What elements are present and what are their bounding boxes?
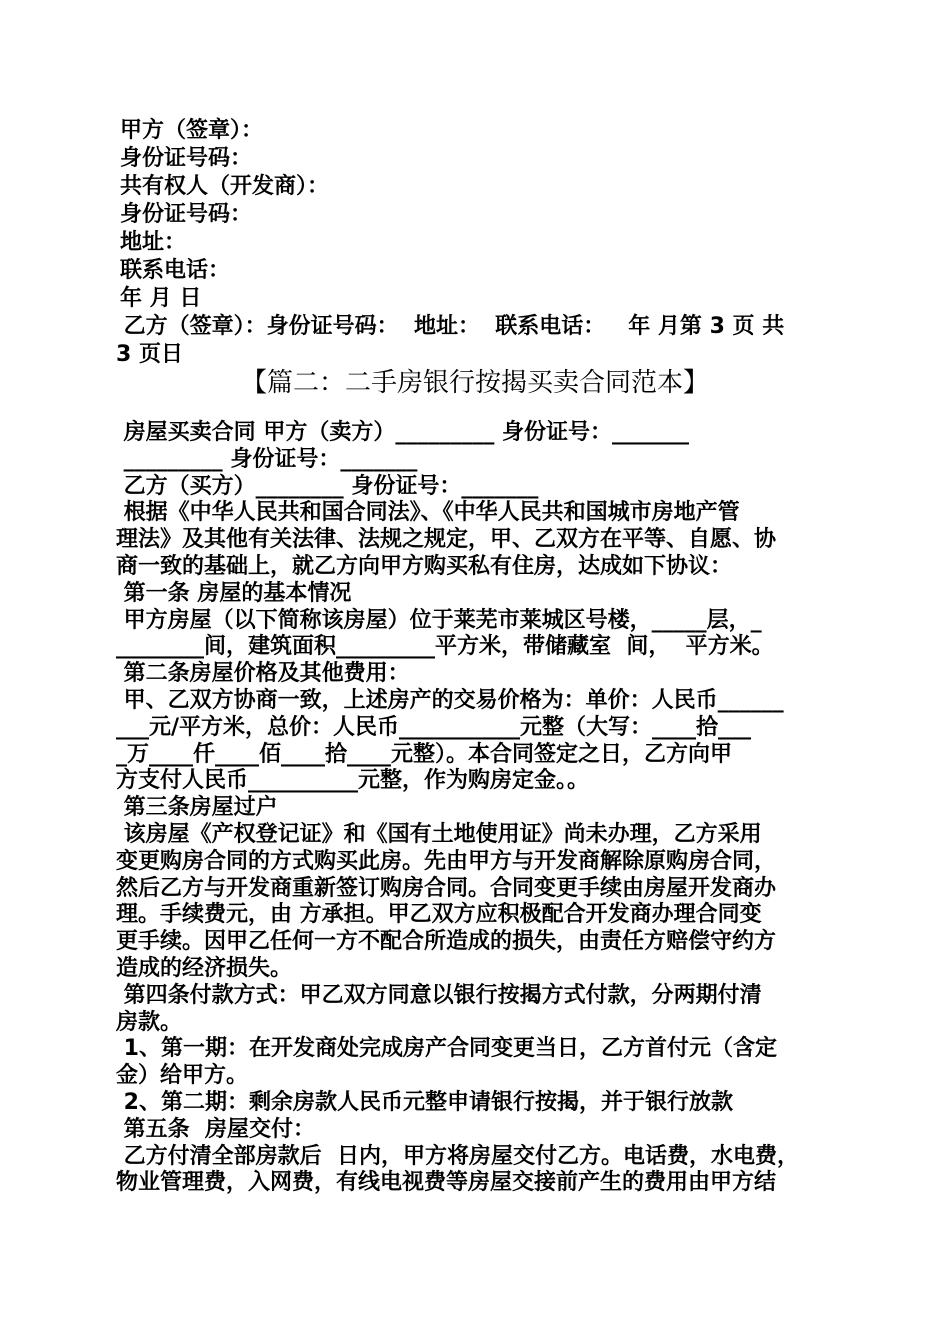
contract-line: 房屋买卖合同 甲方（卖方）_________ 身份证号：_______ [116, 420, 689, 445]
contract-line: 第二条房屋价格及其他费用： [116, 661, 410, 687]
contract-line: 造成的经济损失。 [116, 956, 293, 981]
contract-line: 物业管理费，入网费，有线电视费等房屋交接前产生的费用由甲方结 [116, 1170, 777, 1196]
contract-line: 根据《中华人民共和国合同法》、《中华人民共和国城市房地产管 [116, 500, 740, 526]
contract-line: 第四条付款方式：甲乙双方同意以银行按揭方式付款，分两期付清 [116, 982, 762, 1008]
party-a-id-number: 身份证号码： [120, 146, 253, 171]
contract-line: 变更购房合同的方式购买此房。先由甲方与开发商解除原购房合同， [116, 848, 777, 874]
contract-line: ________间，建筑面积_________平方米，带储藏室 间， 平方米。 [116, 634, 774, 660]
contract-line: 甲方房屋（以下简称该房屋）位于莱芜市莱城区号楼，_____层，_ [116, 607, 762, 633]
contract-line: 2、第二期：剩余房款人民币元整申请银行按揭，并于银行放款 [116, 1090, 733, 1115]
contract-line: 然后乙方与开发商重新签订购房合同。合同变更手续由房屋开发商办 [116, 875, 777, 901]
contract-line: 房款。 [116, 1009, 183, 1035]
party-a-signature: 甲方（签章）： [120, 118, 264, 143]
contract-line: 乙方（买方）________ 身份证号：_______ [116, 473, 539, 499]
section-title: 【篇二：二手房银行按揭买卖合同范本】 [240, 368, 709, 398]
contract-line: 方支付人民币__________元整，作为购房定金。。 [116, 768, 590, 794]
contract-line: 更手续。因甲乙任何一方不配合所造成的损失，由责任方赔偿守约方 [116, 929, 777, 955]
page-footer: 3 页日 [116, 342, 183, 367]
co-owner-signature: 共有权人（开发商）： [120, 174, 330, 199]
party-b-signature-line: 乙方（签章）：身份证号码： 地址： 联系电话： 年 月第 3 页 共 [116, 314, 785, 339]
contract-line: _万____仟____佰____拾____元整）。本合同签定之日，乙方向甲 [116, 741, 733, 767]
contract-line: 乙方付清全部房款后 日内，甲方将房屋交付乙方。电话费，水电费， [116, 1143, 799, 1169]
contract-line: 第三条房屋过户 [116, 795, 278, 821]
contract-line: 理法》及其他有关法律、法规之规定，甲、乙双方在平等、自愿、协 [116, 527, 777, 553]
phone-label: 联系电话： [120, 258, 231, 283]
contract-line: 第五条 房屋交付： [116, 1116, 315, 1142]
contract-line: _________ 身份证号：_______ [116, 446, 418, 472]
contract-line: 该房屋《产权登记证》和《国有土地使用证》尚未办理，乙方采用 [116, 822, 762, 847]
address-label: 地址： [120, 230, 187, 255]
contract-line: 理。手续费元，由 方承担。甲乙双方应积极配合开发商办理合同变 [116, 902, 762, 928]
contract-line: 金）给甲方。 [116, 1063, 249, 1089]
date-label: 年 月 日 [120, 286, 202, 311]
co-owner-id-number: 身份证号码： [120, 202, 253, 227]
contract-line: 1、第一期：在开发商处完成房产合同变更当日，乙方首付元（含定 [116, 1036, 777, 1062]
contract-line: ___元/平方米，总价：人民币___________元整（大写：____拾___ [116, 714, 752, 740]
contract-line: 商一致的基础上，就乙方向甲方购买私有住房，达成如下协议： [116, 554, 733, 579]
contract-line: 甲、乙双方协商一致，上述房产的交易价格为：单价：人民币______ [116, 688, 784, 713]
contract-line: 第一条 房屋的基本情况 [116, 580, 352, 606]
